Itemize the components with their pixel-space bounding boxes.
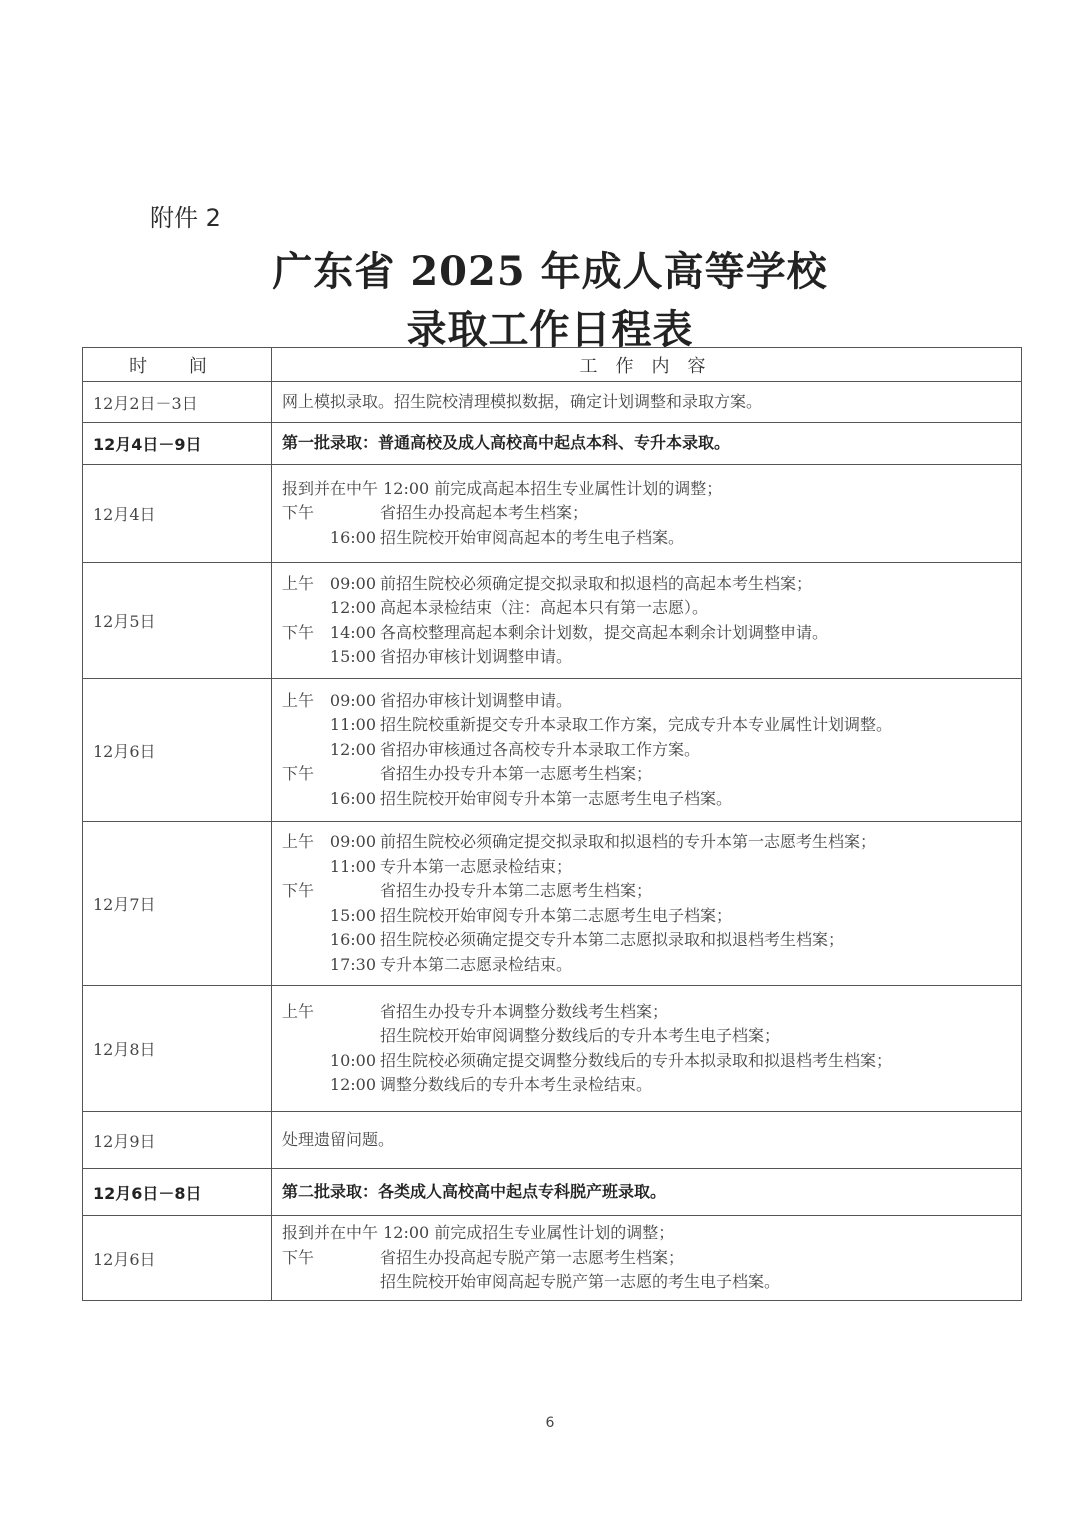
time-of-day: 15:00 (329, 647, 376, 666)
period-label (282, 596, 328, 621)
time-of-day: 12:00 (329, 598, 376, 617)
row-content (272, 679, 1022, 822)
period-label: 上午 (282, 1001, 315, 1021)
table-row (83, 382, 1022, 423)
content-line (282, 738, 1021, 763)
time-of-day: 16:00 (329, 527, 376, 547)
period-label (282, 953, 328, 978)
task-text: 专升本第一志愿录检结束； (380, 856, 573, 876)
content-line (282, 689, 1021, 714)
task-text: 报到并在中午 12:00 前完成高起本招生专业属性计划的调整； (282, 478, 723, 498)
row-content (272, 1169, 1022, 1216)
period-label (282, 645, 328, 670)
row-content (272, 382, 1022, 423)
task-text: 第二批录取：各类成人高校高中起点专科脱产班录取。 (282, 1181, 667, 1201)
time-of-day (328, 1270, 380, 1295)
time-of-day: 12:00 (329, 1075, 376, 1094)
time-of-day: 09:00 (329, 832, 376, 851)
period-label: 上午 (282, 690, 315, 710)
content-line (282, 928, 1021, 953)
task-text: 前招生院校必须确定提交拟录取和拟退档的专升本第一志愿考生档案； (380, 832, 877, 851)
header-time: 时 间 (83, 348, 272, 382)
content-line (282, 1270, 1021, 1295)
task-text: 省招生办投专升本第一志愿考生档案； (380, 764, 653, 784)
content-line (282, 1221, 1021, 1246)
table-row (83, 1216, 1022, 1301)
row-time: 12月8日 (83, 986, 272, 1112)
content-line (282, 501, 1021, 526)
row-content (272, 423, 1022, 465)
content-line (282, 1049, 1021, 1074)
table-row (83, 1112, 1022, 1169)
period-label: 上午 (282, 573, 315, 593)
batch-header-row (83, 423, 1022, 465)
time-of-day: 09:00 (329, 690, 376, 710)
table-header-row (83, 348, 1022, 382)
content-line (282, 390, 1021, 415)
time-of-day (328, 501, 380, 526)
row-time: 12月4日－9日 (83, 423, 272, 465)
time-of-day: 12:00 (329, 739, 376, 759)
task-text: 省招办审核计划调整申请。 (380, 690, 573, 710)
row-time: 12月4日 (83, 465, 272, 563)
content-line (282, 1128, 1021, 1153)
row-content (272, 563, 1022, 679)
content-line (282, 431, 1021, 456)
time-of-day: 11:00 (329, 715, 376, 735)
time-of-day (328, 1000, 380, 1025)
task-text: 省招生办投高起本考生档案； (380, 503, 589, 523)
task-text: 招生院校必须确定提交调整分数线后的专升本拟录取和拟退档考生档案； (380, 1050, 893, 1070)
task-text: 各高校整理高起本剩余计划数，提交高起本剩余计划调整申请。 (380, 622, 829, 642)
period-label (282, 1024, 328, 1049)
time-of-day: 10:00 (329, 1050, 376, 1070)
period-label (282, 526, 328, 551)
row-content (272, 1216, 1022, 1301)
task-text: 招生院校重新提交专升本录取工作方案，完成专升本专业属性计划调整。 (380, 715, 893, 735)
row-time: 12月9日 (83, 1112, 272, 1169)
period-label (282, 1049, 328, 1074)
content-line (282, 879, 1021, 904)
period-label (282, 904, 328, 929)
period-label (282, 738, 328, 763)
content-line (282, 645, 1021, 670)
time-of-day: 17:30 (329, 954, 376, 974)
time-of-day: 15:00 (329, 905, 376, 925)
content-line (282, 830, 1021, 855)
content-line (282, 953, 1021, 978)
task-text: 第一批录取：普通高校及成人高校高中起点本科、专升本录取。 (282, 433, 731, 453)
period-label (282, 1073, 328, 1098)
period-label: 下午 (282, 1247, 315, 1267)
content-line (282, 596, 1021, 621)
period-label: 下午 (282, 622, 315, 642)
table-row (83, 822, 1022, 986)
time-of-day (328, 1246, 380, 1271)
content-line (282, 1073, 1021, 1098)
page-number: 6 (545, 1415, 555, 1431)
content-line (282, 855, 1021, 880)
task-text: 省招生办投专升本第二志愿考生档案； (380, 881, 653, 900)
batch-header-row (83, 1169, 1022, 1216)
content-line (282, 572, 1021, 597)
document-title-line2: 录取工作日程表 (406, 306, 694, 353)
task-text: 招生院校必须确定提交专升本第二志愿拟录取和拟退档考生档案； (380, 930, 845, 949)
task-text: 专升本第二志愿录检结束。 (380, 954, 573, 974)
content-line (282, 477, 1021, 502)
row-time: 12月2日－3日 (83, 382, 272, 423)
row-time: 12月6日－8日 (83, 1169, 272, 1216)
period-label: 下午 (282, 764, 315, 784)
row-content (272, 465, 1022, 563)
row-time: 12月6日 (83, 1216, 272, 1301)
task-text: 招生院校开始审阅专升本第二志愿考生电子档案； (380, 905, 733, 925)
task-text: 省招办审核通过各高校专升本录取工作方案。 (380, 739, 701, 759)
task-text: 省招生办投高起专脱产第一志愿考生档案； (380, 1247, 685, 1267)
task-text: 省招生办投专升本调整分数线考生档案； (380, 1001, 669, 1021)
row-time: 12月5日 (83, 563, 272, 679)
period-label (282, 928, 328, 953)
period-label (282, 855, 328, 880)
content-line (282, 787, 1021, 812)
row-content (272, 822, 1022, 986)
task-text: 处理遗留问题。 (282, 1129, 395, 1149)
table-row (83, 986, 1022, 1112)
time-of-day (328, 879, 380, 904)
period-label: 下午 (282, 881, 315, 900)
task-text: 高起本录检结束（注：高起本只有第一志愿）。 (380, 598, 709, 617)
time-of-day: 16:00 (329, 930, 376, 949)
header-content: 工作内容 (272, 348, 1022, 382)
content-line (282, 1000, 1021, 1025)
task-text: 报到并在中午 12:00 前完成招生专业属性计划的调整； (282, 1223, 675, 1243)
content-line (282, 621, 1021, 646)
attachment-label: 附件 2 (150, 204, 221, 232)
content-line (282, 713, 1021, 738)
task-text: 招生院校开始审阅调整分数线后的专升本考生电子档案； (380, 1026, 781, 1045)
task-text: 网上模拟录取。招生院校清理模拟数据，确定计划调整和录取方案。 (282, 391, 763, 411)
period-label (282, 787, 328, 812)
time-of-day: 11:00 (329, 856, 376, 876)
content-line (282, 1180, 1021, 1205)
task-text: 省招办审核计划调整申请。 (380, 647, 573, 666)
period-label (282, 713, 328, 738)
period-label: 下午 (282, 503, 315, 523)
time-of-day: 09:00 (329, 573, 376, 593)
row-time: 12月7日 (83, 822, 272, 986)
task-text: 调整分数线后的专升本考生录检结束。 (380, 1075, 653, 1094)
period-label (282, 1270, 328, 1295)
time-of-day (328, 762, 380, 787)
task-text: 招生院校开始审阅高起专脱产第一志愿的考生电子档案。 (380, 1272, 781, 1292)
task-text: 招生院校开始审阅专升本第一志愿考生电子档案。 (380, 788, 733, 808)
time-of-day: 14:00 (329, 622, 376, 642)
document-title-line1: 广东省 2025 年成人高等学校 (272, 248, 828, 295)
table-row (83, 465, 1022, 563)
content-line (282, 1024, 1021, 1049)
time-of-day: 16:00 (329, 788, 376, 808)
content-line (282, 526, 1021, 551)
task-text: 前招生院校必须确定提交拟录取和拟退档的高起本考生档案； (380, 573, 813, 593)
content-line (282, 1246, 1021, 1271)
content-line (282, 904, 1021, 929)
schedule-table (82, 347, 1022, 1301)
period-label: 上午 (282, 832, 315, 851)
row-content (272, 1112, 1022, 1169)
time-of-day (328, 1024, 380, 1049)
table-row (83, 679, 1022, 822)
content-line (282, 762, 1021, 787)
table-row (83, 563, 1022, 679)
task-text: 招生院校开始审阅高起本的考生电子档案。 (380, 527, 685, 547)
row-content (272, 986, 1022, 1112)
row-time: 12月6日 (83, 679, 272, 822)
